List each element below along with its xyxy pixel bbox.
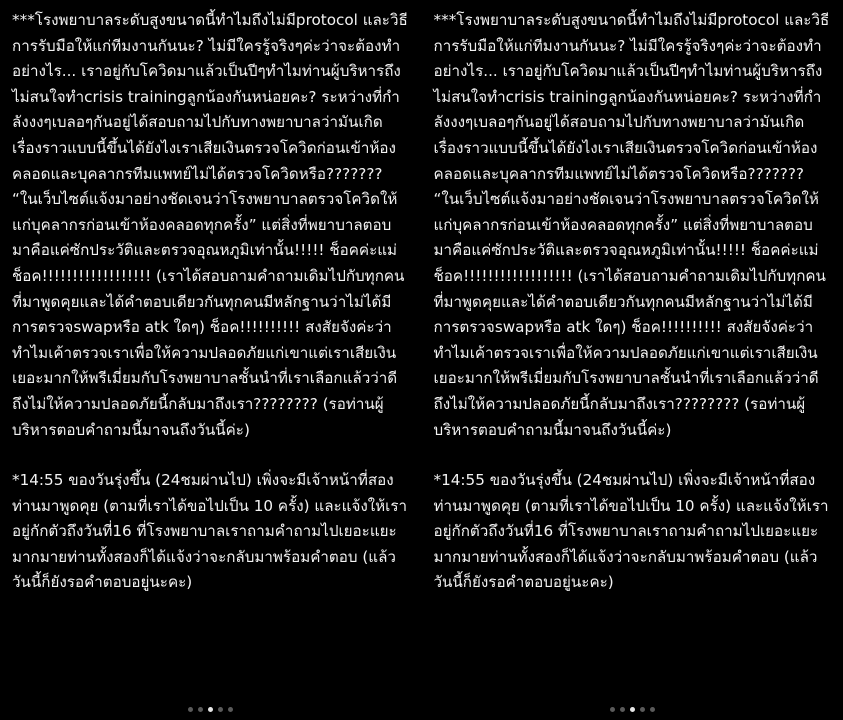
pagination-dot-active[interactable] [208, 707, 213, 712]
story-paragraph-2: *14:55 ของวันรุ่งขึ้น (24ชมผ่านไป) เพิ่งจะมีเจ้าหน้าที่สองท่านมาพูดคุย (ตามที่เราได้ขอไปเป็น 10 ครั้ง) และแจ้งให้เราอยู่กักตัวถึงวันที่16 ที่โรงพยาบาลเราถามคำถามไปเยอะแยะมากมายท่านทั้งสองก็ได้แจ้งว่าจะกลับมาพร้อมคำตอบ (แล้ววันนี้ก็ยังรอคำตอบอยู่นะคะ) [12, 471, 408, 592]
story-paragraph-2-copy: *14:55 ของวันรุ่งขึ้น (24ชมผ่านไป) เพิ่งจะมีเจ้าหน้าที่สองท่านมาพูดคุย (ตามที่เราได้ขอไปเป็น 10 ครั้ง) และแจ้งให้เราอยู่กักตัวถึงวันที่16 ที่โรงพยาบาลเราถามคำถามไปเยอะแยะมากมายท่านทั้งสองก็ได้แจ้งว่าจะกลับมาพร้อมคำตอบ (แล้ววันนี้ก็ยังรอคำตอบอยู่นะคะ) [433, 471, 829, 592]
pagination-dot[interactable] [218, 707, 223, 712]
pagination-dot[interactable] [650, 707, 655, 712]
pagination-dot[interactable] [198, 707, 203, 712]
pagination-dot[interactable] [188, 707, 193, 712]
story-page-right [422, 0, 843, 720]
pagination-dots-right[interactable] [422, 702, 843, 716]
paragraph-spacer [12, 443, 410, 468]
pagination-dot-active[interactable] [630, 707, 635, 712]
story-paragraph-1: ***โรงพยาบาลระดับสูงขนาดนี้ทำไมถึงไม่มีprotocol และวิธีการรับมือให้แก่ทีมงานกันนะ? ไม่มีใครรู้จริงๆค่ะว่าจะต้องทำอย่างไร... เราอยู่กับโควิดมาแล้วเป็นปีๆทำไมท่านผู้บริหารถึงไม่สนใจทำcrisis trainingลูกน้องกันหน่อยคะ? ระหว่างที่กำลังงงๆเบลอๆกันอยู่ได้สอบถามไปกับทางพยาบาลว่ามันเกิดเรื่องราวแบบนี้ขึ้นได้ยังไงเราเสียเงินตรวจโควิดก่อนเข้าห้องคลอดและบุคลากรทีมแพทย์ไม่ได้ตรวจโควิดหรือ??????? “ในเว็บไซต์แจ้งมาอย่างชัดเจนว่าโรงพยาบาลตรวจโควิดให้แก่บุคลากรก่อนเข้าห้องคลอดทุกครั้ง” แต่สิ่งที่พยาบาลตอบมาคือแค่ซักประวัติและตรวจอุณหภูมิเท่านั้น!!!!! ช็อคค่ะแม่ช็อค!!!!!!!!!!!!!!!!!! (เราได้สอบถามคำถามเดิมไปกับทุกคนที่มาพูดคุยและได้คำตอบเดียวกันทุกคนมีหลักฐานว่าไม่ได้มีการตรวจswapหรือ atk ใดๆ) ช็อค!!!!!!!!!! สงสัยจังค่ะว่าทำไมเค้าตรวจเราเพื่อให้ความปลอดภัยแก่เขาแต่เราเสียเงินเยอะมากให้พรีเมี่ยมกับโรงพยาบาลชั้นนำที่เราเลือกแล้วว่าดีถึงไม่ให้ความปลอดภัยนี้กลับมาถึงเรา???????? (รอท่านผู้บริหารตอบคำถามนี้มาจนถึงวันนี้ค่ะ) [12, 11, 408, 439]
pagination-dot[interactable] [610, 707, 615, 712]
pagination-dot[interactable] [620, 707, 625, 712]
pagination-dot[interactable] [640, 707, 645, 712]
pagination-dots-left[interactable] [0, 702, 422, 716]
pagination-dot[interactable] [228, 707, 233, 712]
story-paragraph-1-copy: ***โรงพยาบาลระดับสูงขนาดนี้ทำไมถึงไม่มีprotocol และวิธีการรับมือให้แก่ทีมงานกันนะ? ไม่มีใครรู้จริงๆค่ะว่าจะต้องทำอย่างไร... เราอยู่กับโควิดมาแล้วเป็นปีๆทำไมท่านผู้บริหารถึงไม่สนใจทำcrisis trainingลูกน้องกันหน่อยคะ? ระหว่างที่กำลังงงๆเบลอๆกันอยู่ได้สอบถามไปกับทางพยาบาลว่ามันเกิดเรื่องราวแบบนี้ขึ้นได้ยังไงเราเสียเงินตรวจโควิดก่อนเข้าห้องคลอดและบุคลากรทีมแพทย์ไม่ได้ตรวจโควิดหรือ??????? “ในเว็บไซต์แจ้งมาอย่างชัดเจนว่าโรงพยาบาลตรวจโควิดให้แก่บุคลากรก่อนเข้าห้องคลอดทุกครั้ง” แต่สิ่งที่พยาบาลตอบมาคือแค่ซักประวัติและตรวจอุณหภูมิเท่านั้น!!!!! ช็อคค่ะแม่ช็อค!!!!!!!!!!!!!!!!!! (เราได้สอบถามคำถามเดิมไปกับทุกคนที่มาพูดคุยและได้คำตอบเดียวกันทุกคนมีหลักฐานว่าไม่ได้มีการตรวจswapหรือ atk ใดๆ) ช็อค!!!!!!!!!! สงสัยจังค่ะว่าทำไมเค้าตรวจเราเพื่อให้ความปลอดภัยแก่เขาแต่เราเสียเงินเยอะมากให้พรีเมี่ยมกับโรงพยาบาลชั้นนำที่เราเลือกแล้วว่าดีถึงไม่ให้ความปลอดภัยนี้กลับมาถึงเรา???????? (รอท่านผู้บริหารตอบคำถามนี้มาจนถึงวันนี้ค่ะ) [433, 11, 830, 439]
paragraph-spacer [434, 443, 832, 468]
